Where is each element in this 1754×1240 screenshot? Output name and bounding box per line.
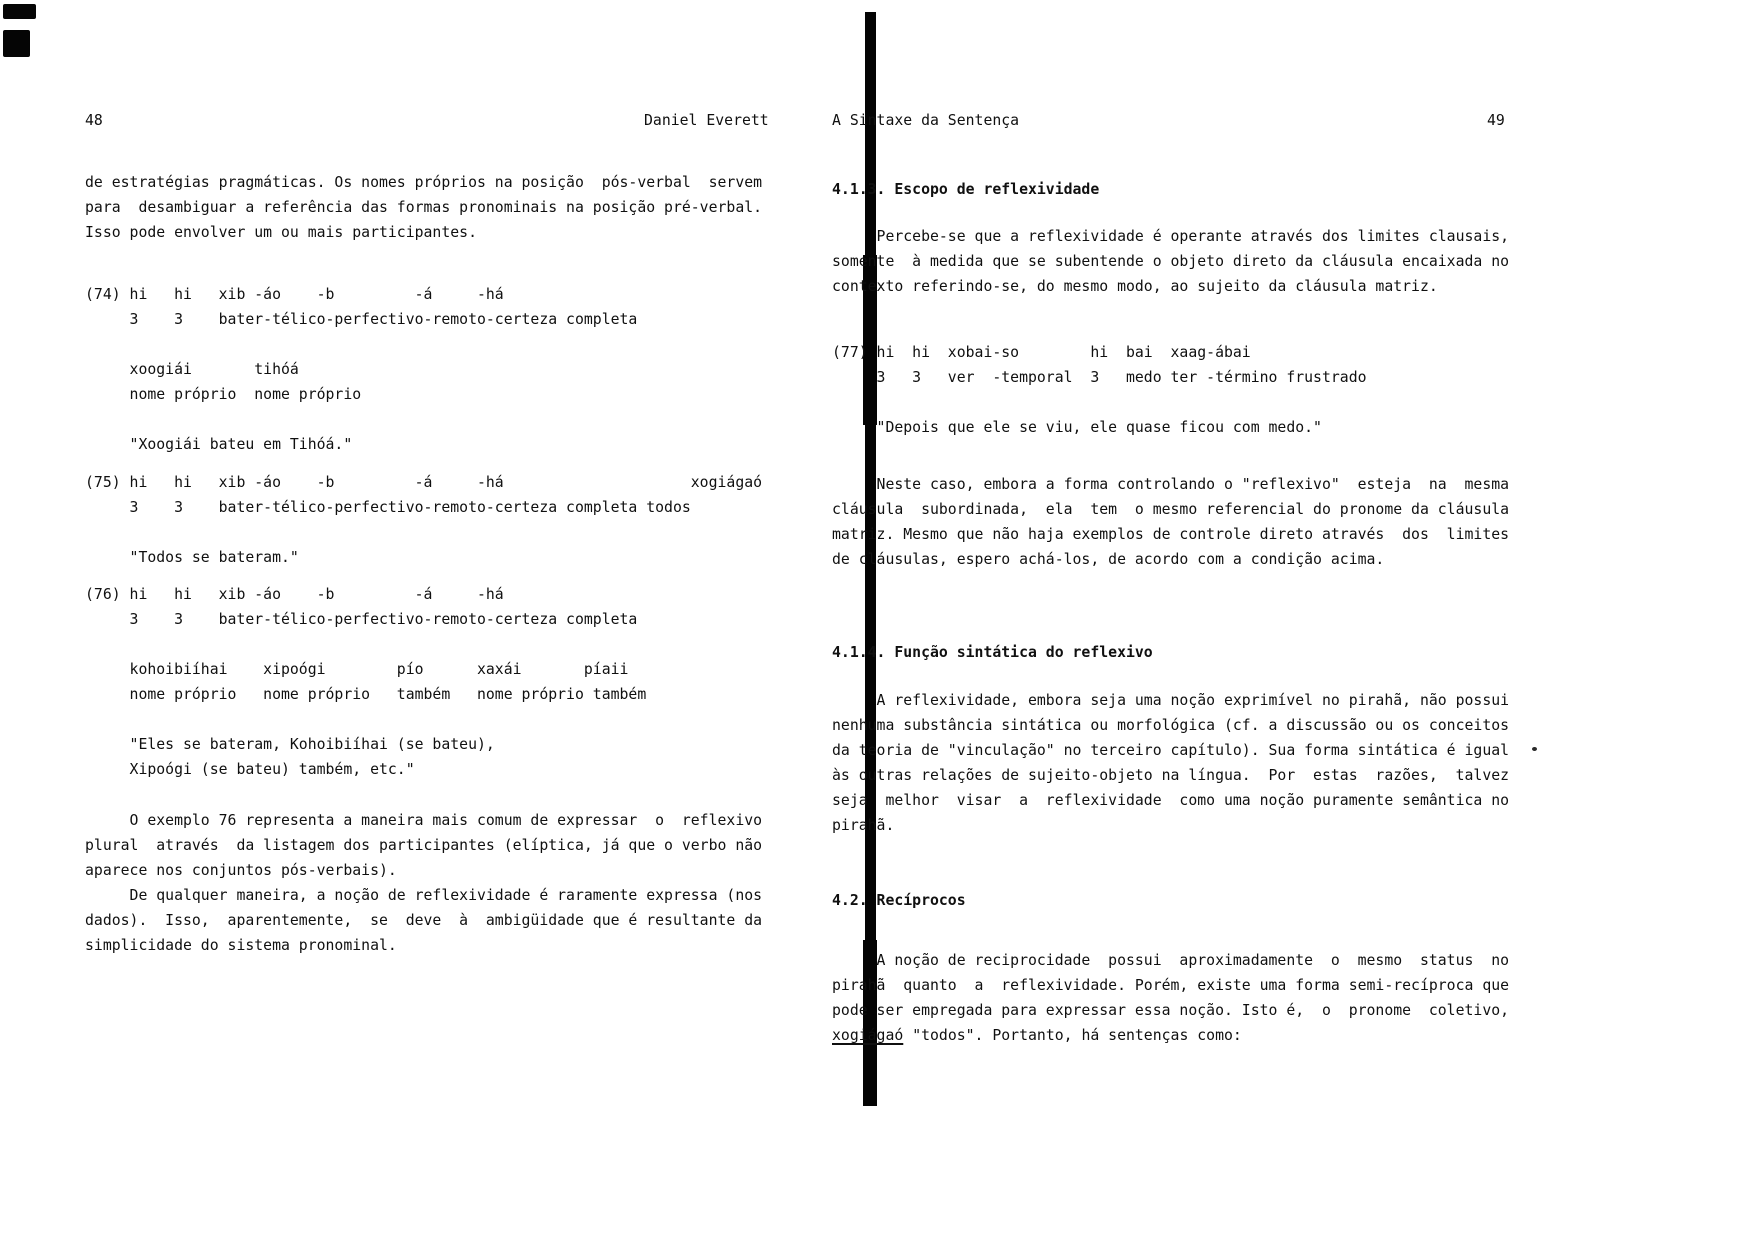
scan-artifact-blob	[3, 4, 36, 19]
underlined-pronoun: xogiágaó	[832, 1027, 904, 1044]
text-line: "Todos se bateram."	[85, 549, 299, 566]
text-line: O exemplo 76 representa a maneira mais comum de expressar o reflexivo	[85, 812, 763, 829]
text-line	[85, 632, 646, 657]
text-line: pirahã quanto a reflexividade. Porém, existe uma forma semi-recíproca que	[832, 977, 1510, 994]
text-line: (77) hi hi xobai-so hi bai xaag-ábai	[832, 344, 1251, 361]
text-line: de estratégias pragmáticas. Os nomes próprios na posição pós-verbal servem	[85, 174, 763, 191]
section-4-1-4-paragraph	[832, 688, 1509, 838]
section-heading-4-2: 4.2. Recíprocos	[832, 892, 966, 909]
running-header-right: A Sintaxe da Sentença	[832, 112, 1020, 129]
text-line: aparece nos conjuntos pós-verbais).	[85, 862, 397, 879]
page-number-right: 49	[1487, 112, 1505, 129]
example-74	[85, 282, 637, 457]
text-line: para desambiguar a referência das formas pronominais na posição pré-verbal.	[85, 199, 763, 216]
text-line: "Depois que ele se viu, ele quase ficou com medo."	[832, 419, 1322, 436]
text-line: A noção de reciprocidade possui aproximadamente o mesmo status no	[832, 952, 1510, 969]
text-line: de cláusulas, espero achá-los, de acordo com a condição acima.	[832, 551, 1385, 568]
section-4-2-last-line	[832, 1023, 1242, 1048]
text-line: pode ser empregada para expressar essa noção. Isto é, o pronome coletivo,	[832, 1002, 1510, 1019]
text-line: Isso pode envolver um ou mais participantes.	[85, 224, 477, 241]
text-line: (74) hi hi xib -áo -b -á -há	[85, 286, 504, 303]
example-75	[85, 470, 762, 570]
text-line: nome próprio nome próprio também nome próprio também	[85, 686, 647, 703]
text-line: Neste caso, embora a forma controlando o "reflexivo" esteja na mesma	[832, 476, 1510, 493]
text-line	[85, 407, 637, 432]
scan-artifact-dot	[1532, 747, 1537, 751]
example-76	[85, 582, 646, 782]
text-line: 3 3 bater-télico-perfectivo-remoto-certeza completa	[85, 611, 638, 628]
intro-paragraph	[85, 170, 762, 245]
text-line: Percebe-se que a reflexividade é operante através dos limites clausais,	[832, 228, 1510, 245]
closing-paragraphs	[85, 808, 762, 958]
text-line: cláusula subordinada, ela tem o mesmo referencial do pronome da cláusula	[832, 501, 1510, 518]
text-line	[832, 390, 1367, 415]
text-line: simplicidade do sistema pronominal.	[85, 937, 397, 954]
page-number-left: 48	[85, 112, 103, 129]
text-line: De qualquer maneira, a noção de reflexividade é raramente expressa (nos	[85, 887, 763, 904]
text-line: Xipoógi (se bateu) também, etc."	[85, 761, 415, 778]
example-77	[832, 340, 1367, 440]
text-line: plural através da listagem dos participantes (elíptica, já que o verbo não	[85, 837, 763, 854]
section-4-1-3-paragraph	[832, 224, 1509, 299]
text-line: kohoibiíhai xipoógi pío xaxái píaii	[85, 661, 629, 678]
section-4-2-paragraph	[832, 948, 1509, 1023]
text-line: seja melhor visar a reflexividade como uma noção puramente semântica no	[832, 792, 1510, 809]
text-line: pirahã.	[832, 817, 895, 834]
text-line: (76) hi hi xib -áo -b -á -há	[85, 586, 504, 603]
scan-artifact-blob	[3, 30, 30, 57]
text-line: "Eles se bateram, Kohoibiíhai (se bateu),	[85, 736, 495, 753]
text-line: (75) hi hi xib -áo -b -á -há xogiágaó	[85, 474, 763, 491]
section-heading-4-1-3: 4.1.3. Escopo de reflexividade	[832, 181, 1100, 198]
section-4-1-3-discussion	[832, 472, 1509, 572]
text-line	[85, 707, 646, 732]
text-line: dados). Isso, aparentemente, se deve à ambigüidade que é resultante da	[85, 912, 763, 929]
text-line: 3 3 ver -temporal 3 medo ter -término frustrado	[832, 369, 1367, 386]
text-line	[85, 332, 637, 357]
text-line: às outras relações de sujeito-objeto na língua. Por estas razões, talvez	[832, 767, 1510, 784]
section-heading-4-1-4: 4.1.4. Função sintática do reflexivo	[832, 644, 1153, 661]
text-line: matriz. Mesmo que não haja exemplos de controle direto através dos limites	[832, 526, 1510, 543]
text-line: nome próprio nome próprio	[85, 386, 362, 403]
text-line: somente à medida que se subentende o objeto direto da cláusula encaixada no	[832, 253, 1510, 270]
text-line	[85, 520, 762, 545]
text-line: 3 3 bater-télico-perfectivo-remoto-certeza completa	[85, 311, 638, 328]
text-line: contexto referindo-se, do mesmo modo, ao sujeito da cláusula matriz.	[832, 278, 1438, 295]
text-line: nenhuma substância sintática ou morfológica (cf. a discussão ou os conceitos	[832, 717, 1510, 734]
text-line: "Xoogiái bateu em Tihóá."	[85, 436, 353, 453]
running-header-left: Daniel Everett	[644, 112, 769, 129]
text-line: 3 3 bater-télico-perfectivo-remoto-certeza completa todos	[85, 499, 691, 516]
text-line: xoogiái tihóá	[85, 361, 299, 378]
text-line: A reflexividade, embora seja uma noção exprimível no pirahã, não possui	[832, 692, 1510, 709]
text-line: da teoria de "vinculação" no terceiro capítulo). Sua forma sintática é igual	[832, 742, 1510, 759]
last-line-rest: "todos". Portanto, há sentenças como:	[903, 1027, 1242, 1044]
